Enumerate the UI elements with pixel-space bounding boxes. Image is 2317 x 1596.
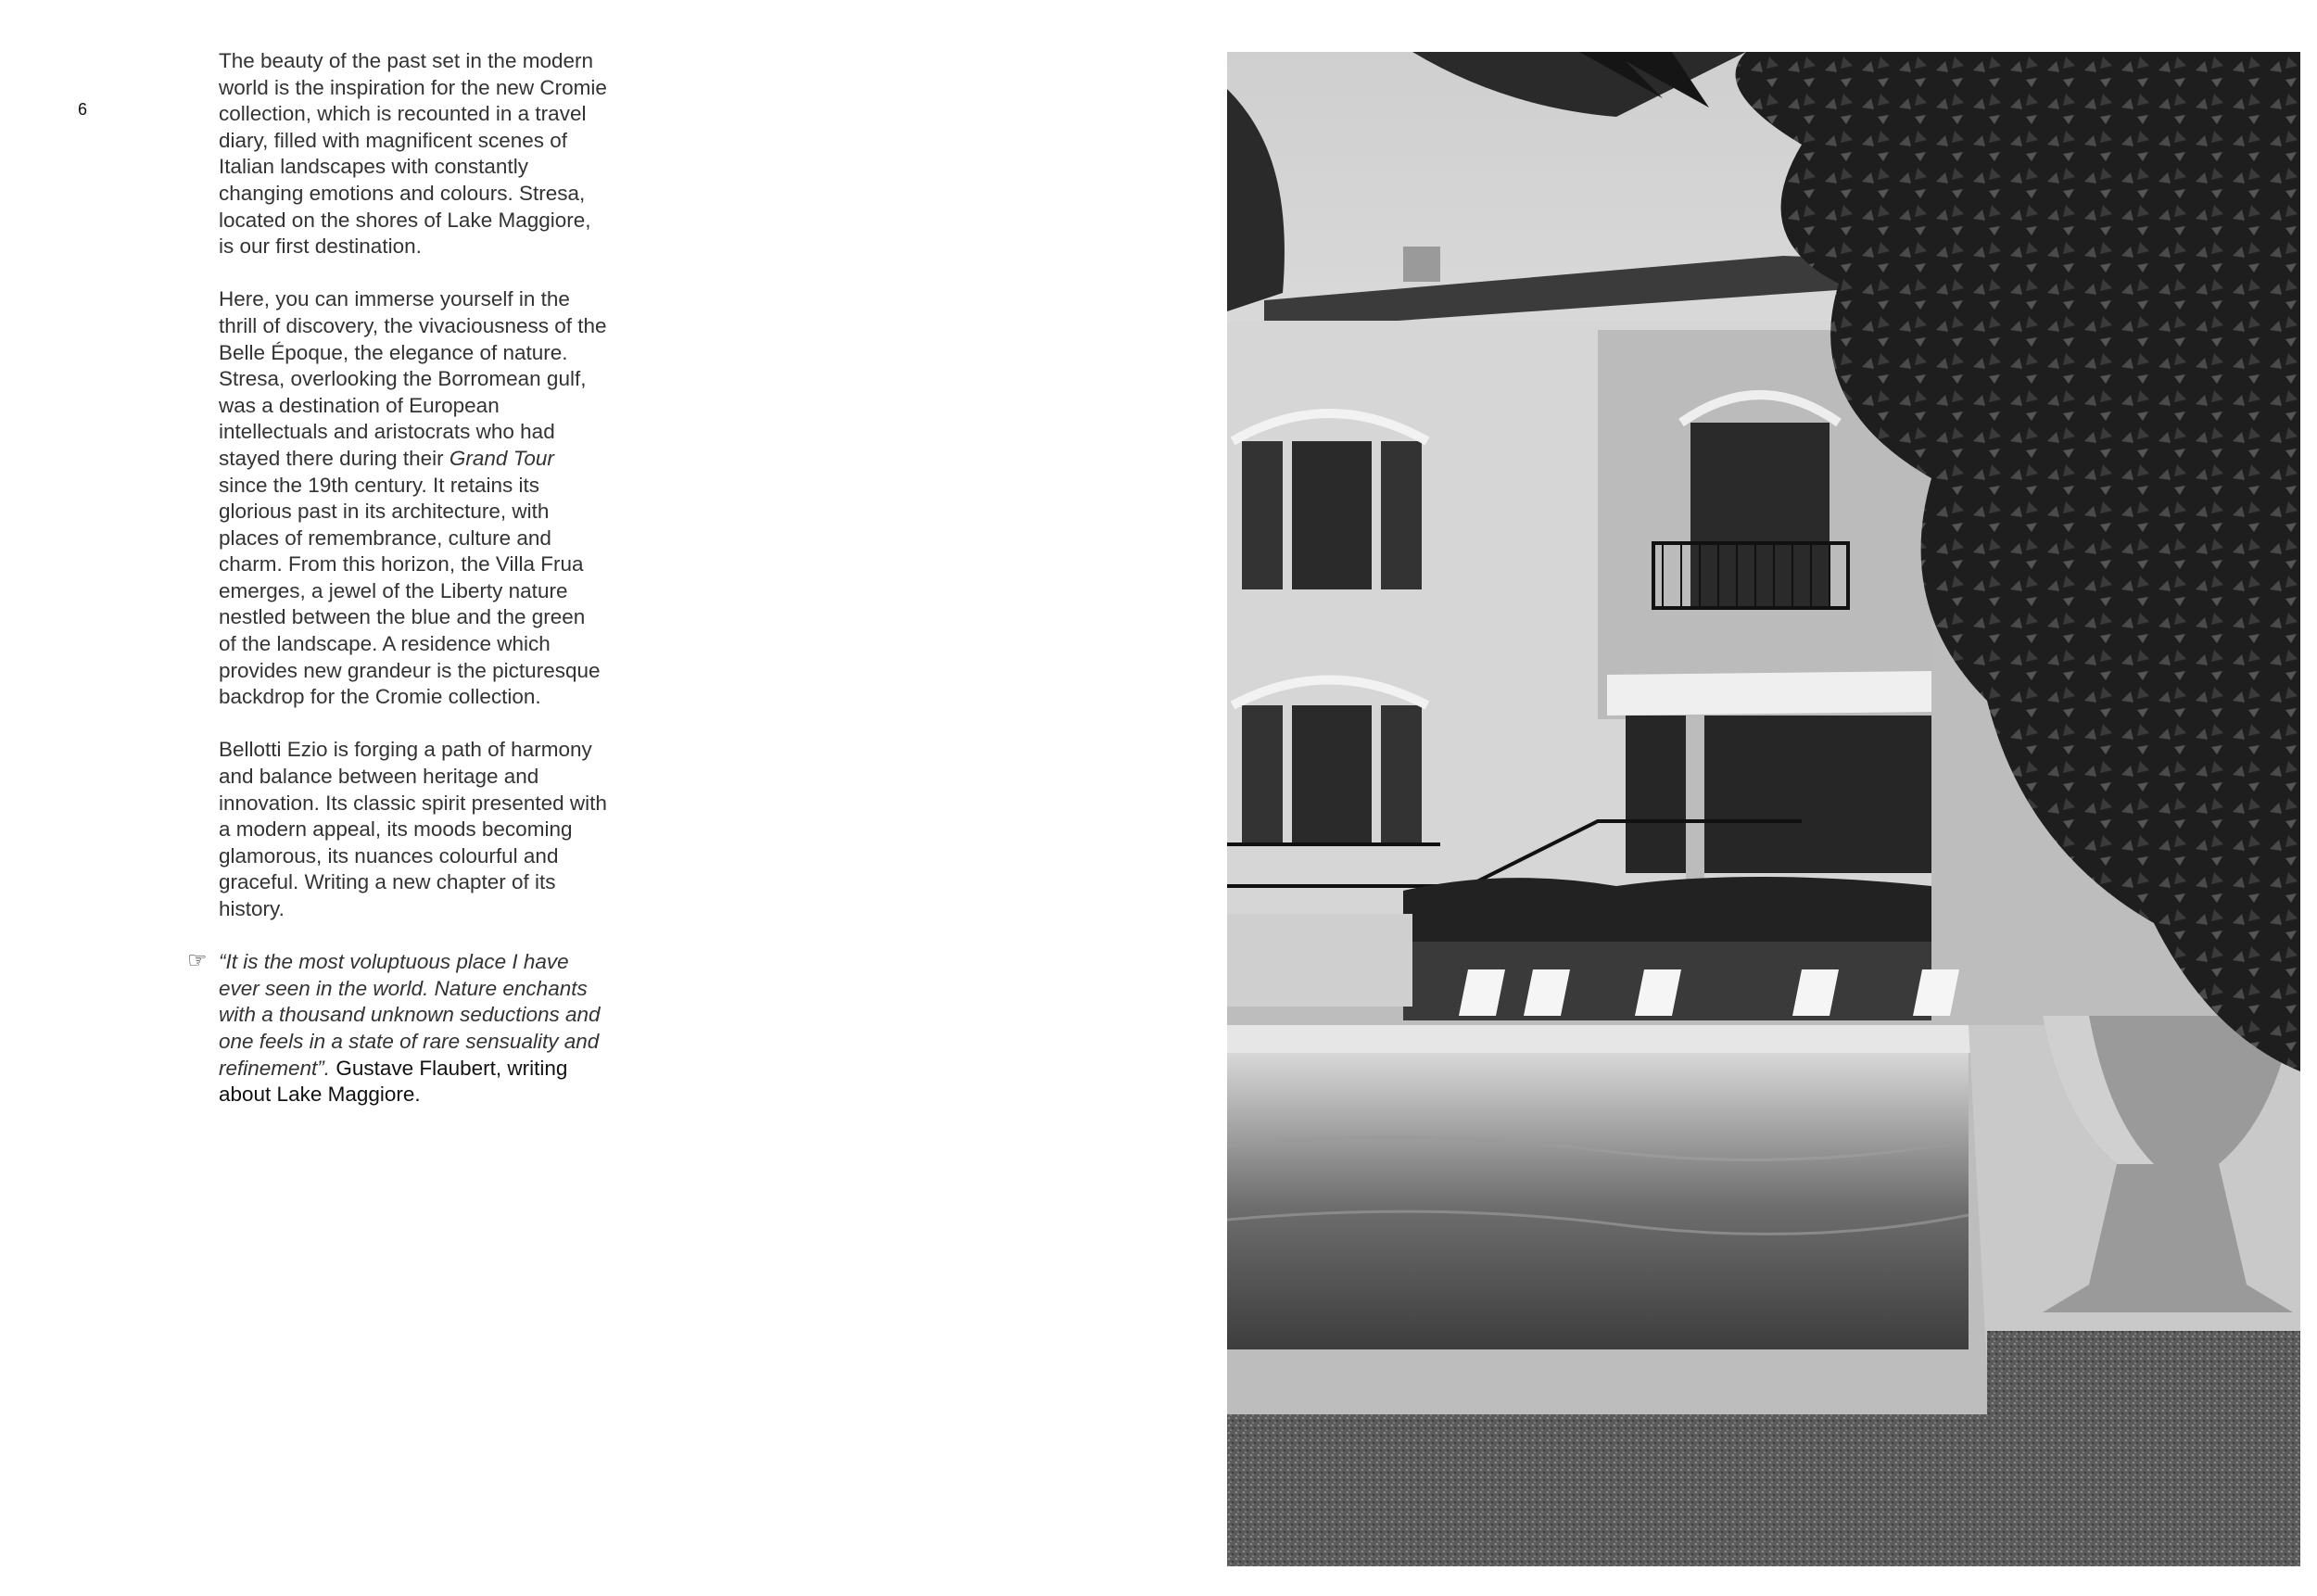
- flaubert-quote: [187, 948, 608, 1108]
- grand-tour-italic: Grand Tour: [449, 446, 554, 470]
- quote-attribution: Gustave Flaubert, writing about Lake Maggiore.: [219, 1056, 568, 1107]
- paragraph-2-text-start: Here, you can immerse yourself in the thrill of discovery, the vivaciousness of the Belle Époque, the elegance of nature. Stresa, overlooking the Borromean gulf, was a destination of European intellectuals and aristocrats who had stayed there during their: [219, 287, 607, 470]
- pointing-hand-icon: ☞: [187, 948, 208, 974]
- text-column: [187, 48, 608, 1108]
- intro-paragraph-2: [219, 286, 608, 711]
- page-number: 6: [78, 100, 88, 119]
- intro-paragraph-3: Bellotti Ezio is forging a path of harmony and balance between heritage and innovation. Its classic spirit presented with a modern appeal, its moods becoming glamorous, its nuances colourful and graceful. Writing a new chapter of its history.: [219, 738, 607, 920]
- paragraph-2-text-end: since the 19th century. It retains its glorious past in its architecture, with places of remembrance, culture and charm. From this horizon, the Villa Frua emerges, a jewel of the Liberty nature nestled between the blue and the green of the landscape. A residence which provides new grandeur is the picturesque backdrop for the Cromie collection.: [219, 473, 601, 709]
- intro-paragraph-1: The beauty of the past set in the modern world is the inspiration for the new Cromie collection, which is recounted in a travel diary, filled with magnificent scenes of Italian landscapes with constantly changing emotions and colours. Stresa, located on the shores of Lake Maggiore, is our first destination.: [219, 49, 607, 259]
- villa-photo: [1227, 52, 2300, 1566]
- quote-text: “It is the most voluptuous place I have ever seen in the world. Nature enchants with a thousand unknown seductions and one feels in a state of rare sensuality and refinement”.: [219, 950, 601, 1080]
